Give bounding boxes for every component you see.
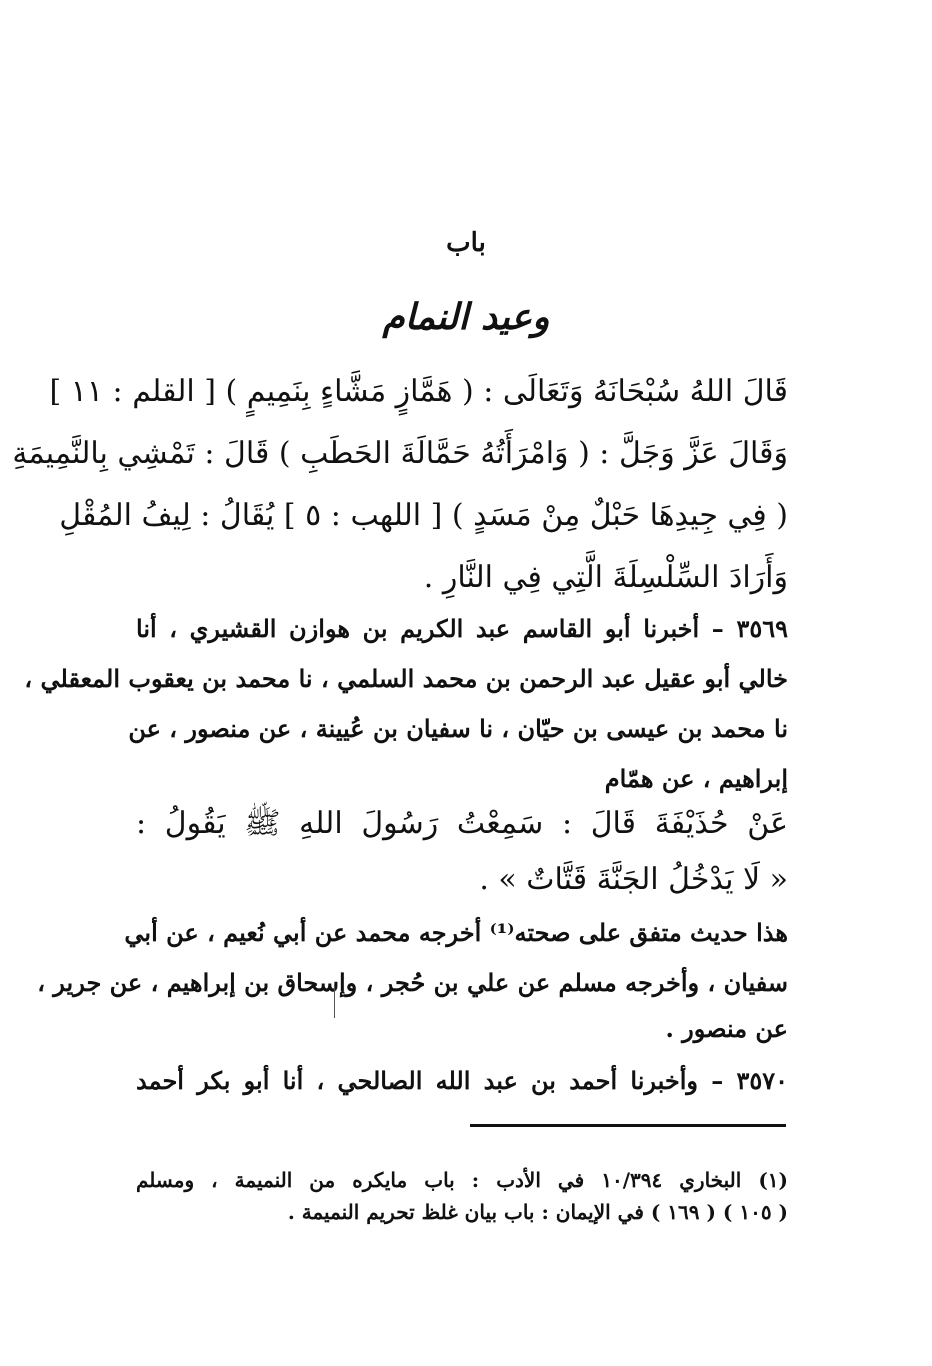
isnad-line: نا محمد بن عيسى بن حيّان ، نا سفيان بن عُيينة ، عن منصور ، عن: [128, 714, 788, 743]
chapter-title: وعيد النمام: [382, 296, 550, 338]
commentary-line: هذا حديث متفق على صحته⁽¹⁾ أخرجه محمد عن أبي نُعيم ، عن أبي: [124, 918, 788, 947]
stray-mark: [334, 984, 335, 1018]
isnad-line: ٣٥٧٠ – وأخبرنا أحمد بن عبد الله الصالحي ، أنا أبو بكر أحمد: [136, 1066, 788, 1095]
hadith-line: « لَا يَدْخُلُ الجَنَّةَ قَتَّاتٌ » .: [479, 862, 788, 897]
footnote-line: (١) البخاري ١٠/٣٩٤ في الأدب : باب مايكره من النميمة ، ومسلم: [136, 1168, 788, 1192]
isnad-line: خالي أبو عقيل عبد الرحمن بن محمد السلمي ، نا محمد بن يعقوب المعقلي ،: [24, 664, 788, 693]
chapter-label: باب: [446, 228, 486, 258]
isnad-line: إبراهيم ، عن همّام: [604, 764, 788, 793]
quran-line: وَقَالَ عَزَّ وَجَلَّ : ( وَامْرَأَتُهُ حَمَّالَةَ الحَطَبِ ) قَالَ : تَمْشِي بِالنَّمِيمَةِ: [12, 436, 788, 471]
hadith-line: عَنْ حُذَيْفَةَ قَالَ : سَمِعْتُ رَسُولَ اللهِ ﷺ يَقُولُ :: [136, 806, 788, 841]
quran-line: وَأَرَادَ السِّلْسِلَةَ الَّتِي فِي النَّارِ .: [423, 560, 788, 595]
isnad-line: ٣٥٦٩ – أخبرنا أبو القاسم عبد الكريم بن هوازن القشيري ، أنا: [136, 614, 788, 643]
footnote-line: ( ١٠٥ ) ( ١٦٩ ) في الإيمان : باب بيان غلظ تحريم النميمة .: [287, 1200, 788, 1224]
commentary-line: عن منصور .: [665, 1014, 788, 1043]
quran-line: قَالَ اللهُ سُبْحَانَهُ وَتَعَالَى : ( هَمَّازٍ مَشَّاءٍ بِنَمِيمٍ ) [ القلم : ١١ ]: [49, 374, 788, 409]
commentary-line: سفيان ، وأخرجه مسلم عن علي بن حُجر ، وإسحاق بن إبراهيم ، عن جرير ،: [37, 968, 788, 997]
footnote-divider: [470, 1124, 786, 1127]
quran-line: ( فِي جِيدِهَا حَبْلٌ مِنْ مَسَدٍ ) [ اللهب : ٥ ] يُقَالُ : لِيفُ المُقْلِ: [59, 498, 788, 533]
